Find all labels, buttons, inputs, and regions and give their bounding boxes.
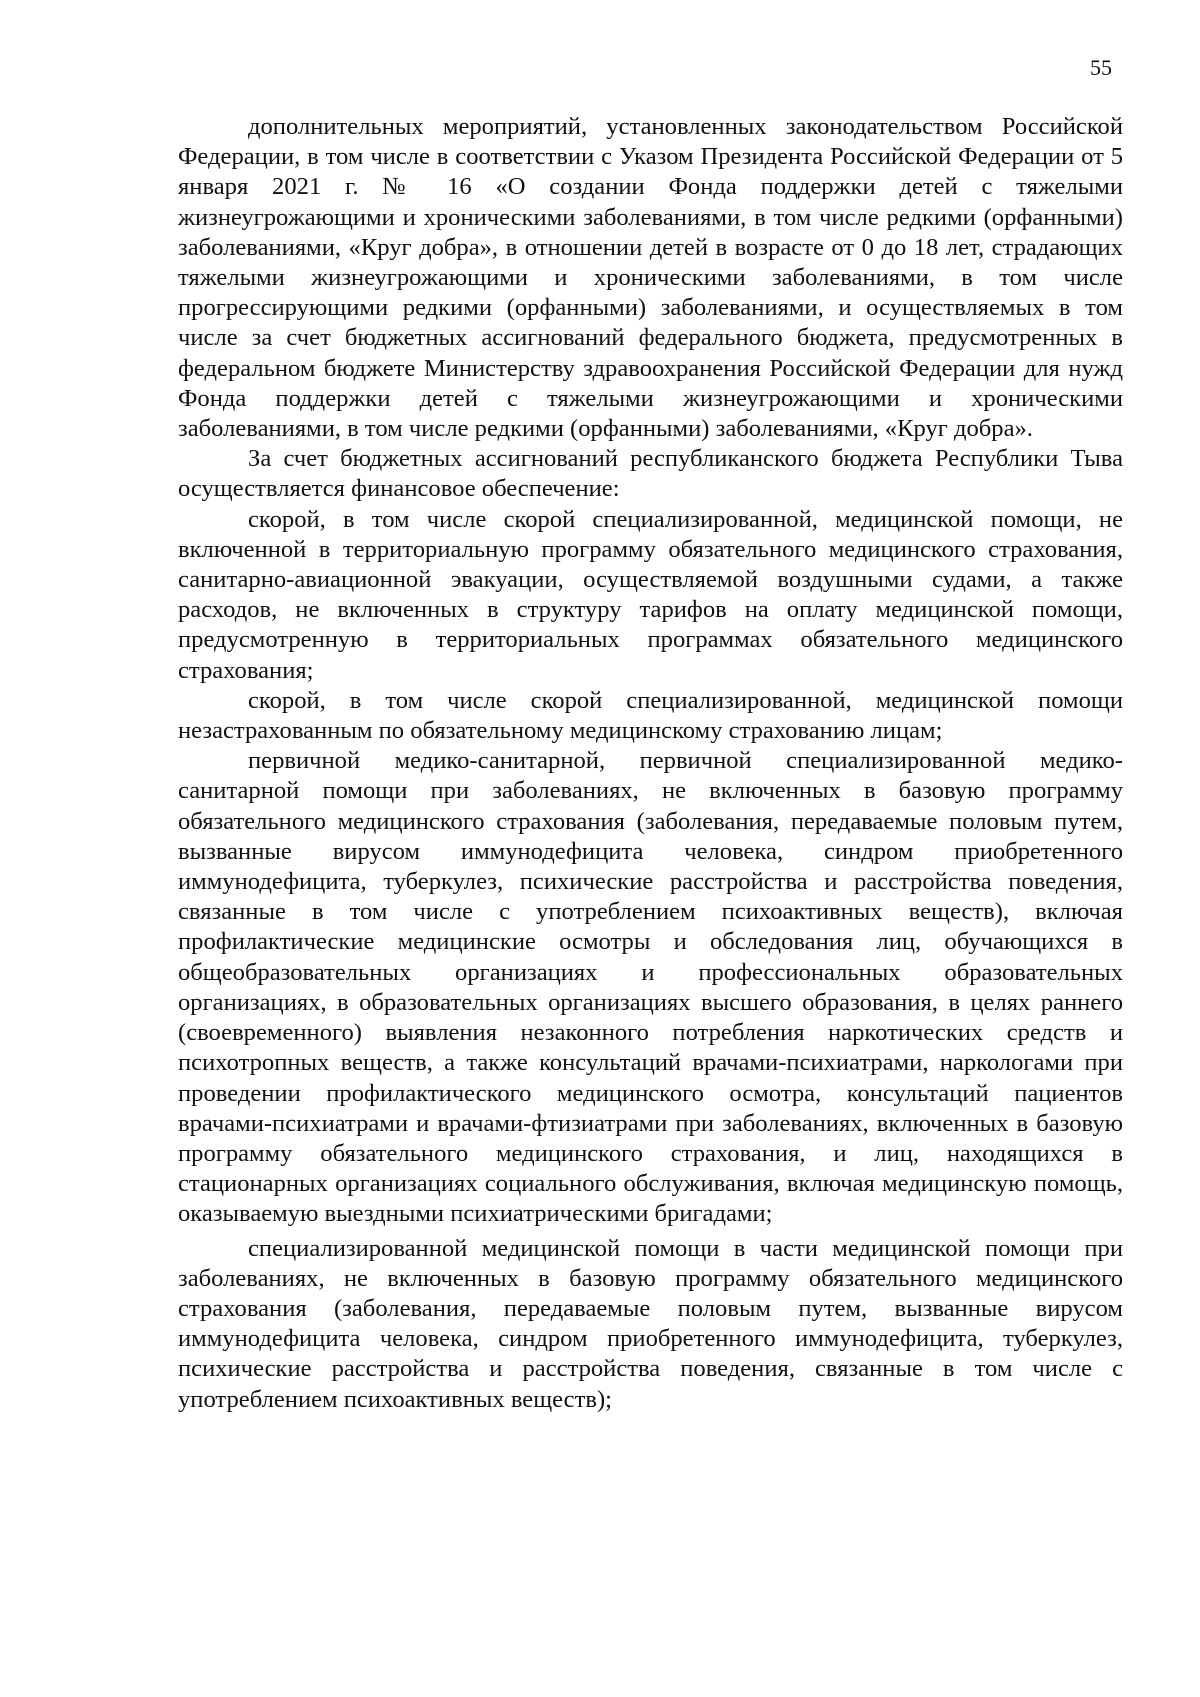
document-body xyxy=(178,112,1123,1415)
paragraph-emergency-care: скорой, в том числе скорой специализированной, медицинской помощи, не включенной в территориальную программу обязательного медицинского страхования, санитарно-авиационной эвакуации, осуществляемой воздушными судами, а также расходов, не включенных в структуру тарифов на оплату медицинской помощи, предусмотренную в территориальных программах обязательного медицинского страхования; xyxy=(178,505,1123,684)
paragraph-continuation: дополнительных мероприятий, установленных законодательством Российской Федерации, в том числе в соответствии с Указом Президента Российской Федерации от 5 января 2021 г. № 16 «О создании Фонда поддержки детей с тяжелыми жизнеугрожающими и хроническими заболеваниями, в том числе редкими (орфанными) заболеваниями, «Круг добра», в отношении детей в возрасте от 0 до 18 лет, страдающих тяжелыми жизнеугрожающими и хроническими заболеваниями, в том числе прогрессирующими редкими (орфанными) заболеваниями, и осуществляемых в том числе за счет бюджетных ассигнований федерального бюджета, предусмотренных в федеральном бюджете Министерству здравоохранения Российской Федерации для нужд Фонда поддержки детей с тяжелыми жизнеугрожающими и хроническими заболеваниями, в том числе редкими (орфанными) заболеваниями, «Круг добра». xyxy=(178,113,1123,443)
paragraph-specialized-care: специализированной медицинской помощи в части медицинской помощи при заболеваниях, не включенных в базовую программу обязательного медицинского страхования (заболевания, передаваемые половым путем, вызванные вирусом иммунодефицита человека, синдром приобретенного иммунодефицита, туберкулез, психические расстройства и расстройства поведения, связанные в том числе с употреблением психоактивных веществ); xyxy=(178,1234,1123,1413)
page-number: 55 xyxy=(1090,55,1112,80)
paragraph-emergency-uninsured: скорой, в том числе скорой специализированной, медицинской помощи незастрахованным по обязательному медицинскому страхованию лицам; xyxy=(178,686,1123,745)
paragraph-primary-care: первичной медико-санитарной, первичной специализированной медико-санитарной помощи при заболеваниях, не включенных в базовую программу обязательного медицинского страхования (заболевания, передаваемые половым путем, вызванные вирусом иммунодефицита человека, синдром приобретенного иммунодефицита, туберкулез, психические расстройства и расстройства поведения, связанные в том числе с употреблением психоактивных веществ), включая профилактические медицинские осмотры и обследования лиц, обучающихся в общеобразовательных организациях и профессиональных образовательных организациях, в образовательных организациях высшего образования, в целях раннего (своевременного) выявления незаконного потребления наркотических средств и психотропных веществ, а также консультаций врачами-психиатрами, наркологами при проведении профилактического медицинского осмотра, консультаций пациентов врачами-психиатрами и врачами-фтизиатрами при заболеваниях, включенных в базовую программу обязательного медицинского страхования, и лиц, находящихся в стационарных организациях социального обслуживания, включая медицинскую помощь, оказываемую выездными психиатрическими бригадами; xyxy=(178,747,1123,1228)
paragraph-funding-intro: За счет бюджетных ассигнований республиканского бюджета Республики Тыва осуществляется финансовое обеспечение: xyxy=(178,445,1123,503)
